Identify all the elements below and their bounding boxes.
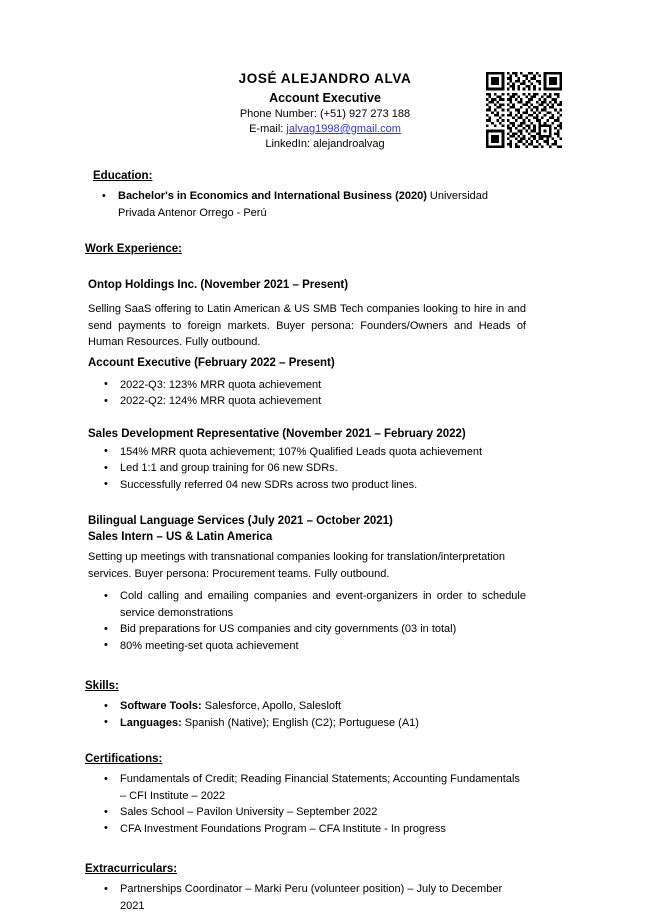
email-link[interactable]: jalvag1998@gmail.com	[286, 123, 401, 135]
role-bullet-list	[0, 444, 588, 494]
list-item: • Led 1:1 and group training for 06 new SDRs.	[102, 460, 526, 477]
candidate-name: JOSÉ ALEJANDRO ALVA	[238, 71, 412, 86]
qr-code-icon	[486, 72, 562, 148]
section-education	[0, 168, 588, 221]
job-summary: Selling SaaS offering to Latin American & US SMB Tech companies looking to hire in and send payments to foreign markets. Buyer persona: Founders/Owners and Heads of Human Resources. Fully outbound.	[88, 303, 526, 348]
list-item: • Sales School – Pavilon University – September 2022	[102, 804, 526, 821]
role-bullet-list	[0, 377, 588, 410]
job-bilingual-language-services	[0, 513, 588, 654]
list-item: • Successfully referred 04 new SDRs across two product lines.	[102, 477, 526, 494]
skills-label: Software Tools:	[120, 700, 202, 712]
extracurriculars-heading: Extracurriculars:	[85, 863, 178, 875]
education-degree: Bachelor's in Economics and International Business (2020)	[118, 190, 427, 202]
role-title: Account Executive (February 2022 – Present)	[88, 356, 335, 369]
list-item: • 80% meeting-set quota achievement	[102, 638, 526, 655]
role-account-executive	[0, 355, 588, 410]
list-item: • 2022-Q3: 123% MRR quota achievement	[102, 377, 526, 394]
education-list	[0, 188, 588, 221]
list-item	[100, 188, 526, 221]
linkedin-line: LinkedIn: alejandroalvag	[265, 138, 385, 150]
section-certifications	[0, 751, 588, 837]
job-subtitle: Sales Intern – US & Latin America	[88, 531, 273, 543]
list-item: • Partnerships Coordinator – Marki Peru (volunteer position) – July to December 2021	[102, 881, 526, 914]
role-title: Sales Development Representative (November 2021 – February 2022)	[88, 427, 466, 440]
list-item: • 2022-Q2: 124% MRR quota achievement	[102, 393, 526, 410]
certifications-heading: Certifications:	[85, 753, 163, 765]
section-work-experience	[0, 241, 588, 654]
skills-heading: Skills:	[85, 680, 119, 692]
email-label: E-mail:	[249, 123, 287, 135]
skills-list	[0, 698, 588, 731]
role-sales-development-representative	[0, 426, 588, 494]
skills-value: Spanish (Native); English (C2); Portuguese (A1)	[181, 716, 419, 729]
job-company: Bilingual Language Services (July 2021 – October 2021)	[88, 515, 393, 527]
job-bullet-list	[0, 588, 588, 654]
job-company: Ontop Holdings Inc. (November 2021 – Present)	[88, 279, 349, 291]
resume-header	[0, 0, 650, 152]
list-item: • 154% MRR quota achievement; 107% Qualified Leads quota achievement	[102, 444, 526, 461]
skills-label: Languages:	[120, 716, 182, 729]
list-item: • CFA Investment Foundations Program – CFA Institute - In progress	[102, 821, 526, 838]
section-extracurriculars	[0, 861, 588, 914]
list-item	[102, 715, 526, 732]
job-ontop-holdings	[0, 277, 588, 493]
resume-content	[0, 152, 650, 914]
work-experience-heading: Work Experience:	[85, 243, 182, 255]
phone-line: Phone Number: (+51) 927 273 188	[239, 108, 411, 120]
certifications-list	[0, 771, 588, 837]
job-summary: Setting up meetings with transnational companies looking for translation/interpretation services. Buyer persona: Procurement teams. Fully outbound.	[88, 551, 506, 580]
skills-value: Salesforce, Apollo, Salesloft	[201, 700, 342, 712]
list-item: • Cold calling and emailing companies and event-organizers in order to schedule service demonstrations	[102, 588, 526, 621]
section-skills	[0, 678, 588, 731]
extracurriculars-list	[0, 881, 588, 914]
education-heading: Education:	[93, 170, 153, 182]
list-item	[102, 698, 526, 715]
list-item: • Fundamentals of Credit; Reading Financial Statements; Accounting Fundamentals – CFI Institute – 2022	[102, 771, 526, 804]
list-item: • Bid preparations for US companies and city governments (03 in total)	[102, 621, 526, 638]
candidate-job-title: Account Executive	[269, 91, 381, 105]
education-school: Universidad Privada Antenor Orrego - Perú	[118, 190, 489, 219]
